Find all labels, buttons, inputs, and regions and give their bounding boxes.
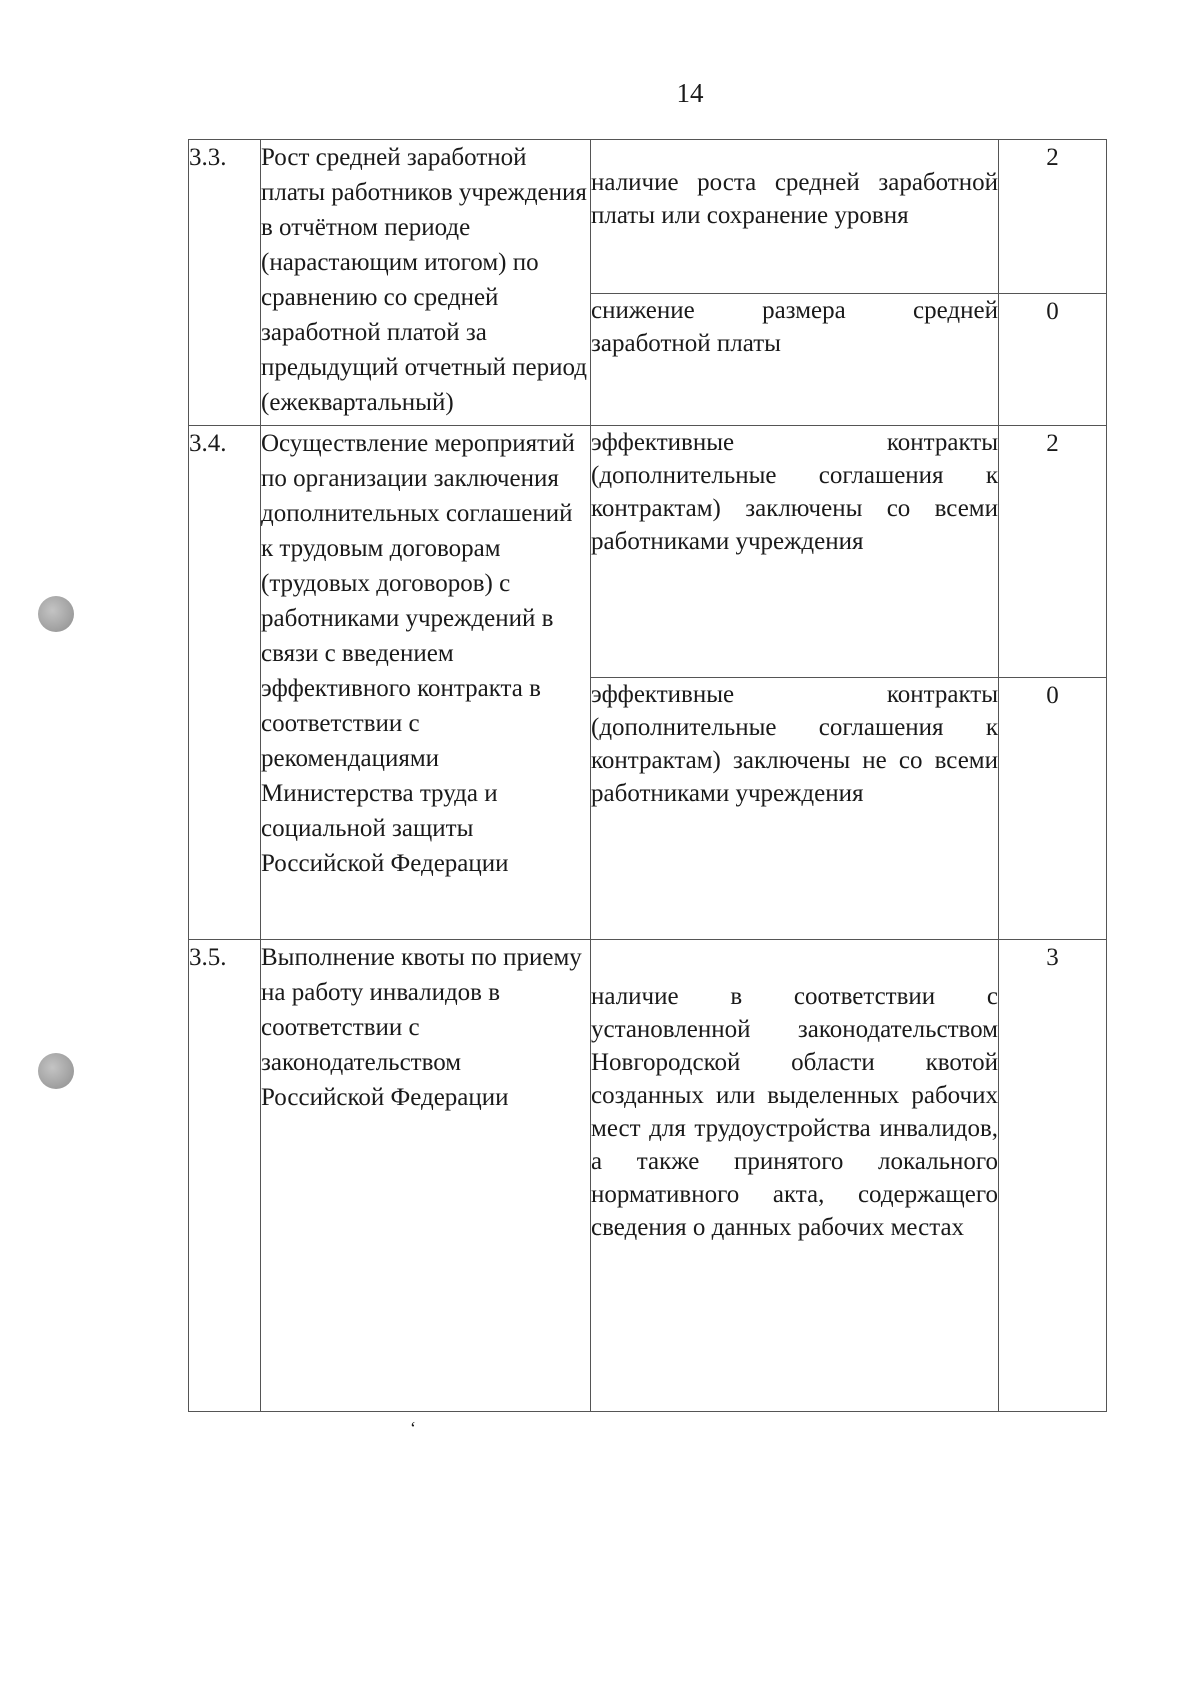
- stray-mark: ‘: [410, 1418, 416, 1438]
- points-value: 2: [999, 140, 1107, 294]
- table-row: [189, 940, 1107, 1412]
- table-row: [189, 426, 1107, 678]
- condition-text: снижение размера средней заработной платы: [591, 294, 999, 426]
- criterion-name: Выполнение квоты по приему на работу инвалидов в соответствии с законодательством Российской Федерации: [261, 940, 591, 1412]
- condition-text: эффективные контракты (дополнительные соглашения к контрактам) заключены не со всеми работниками учреждения: [591, 678, 999, 940]
- criterion-name: Рост средней заработной платы работников учреждения в отчётном периоде (нарастающим итогом) по сравнению со средней заработной платой за предыдущий отчетный период (ежеквартальный): [261, 140, 591, 426]
- page-number: 14: [676, 78, 704, 108]
- points-value: 3: [999, 940, 1107, 1412]
- points-value: 2: [999, 426, 1107, 678]
- row-number: 3.4.: [189, 426, 261, 940]
- condition-text: наличие в соответствии с установленной законодательством Новгородской области квотой созданных или выделенных рабочих мест для трудоустройства инвалидов, а также принятого локального нормативного акта, содержащего сведения о данных рабочих местах: [591, 940, 999, 1412]
- condition-text: наличие роста средней заработной платы или сохранение уровня: [591, 140, 999, 294]
- criterion-name: Осуществление мероприятий по организации заключения дополнительных соглашений к трудовым договорам (трудовых договоров) с работниками учреждений в связи с введением эффективного контракта в соответствии с рекомендациями Министерства труда и социальной защиты Российской Федерации: [261, 426, 591, 940]
- row-number: 3.3.: [189, 140, 261, 426]
- points-value: 0: [999, 678, 1107, 940]
- table-row: [189, 140, 1107, 294]
- criteria-table: [188, 139, 1107, 1412]
- punch-hole: [38, 596, 74, 632]
- condition-text: эффективные контракты (дополнительные соглашения к контрактам) заключены со всеми работниками учреждения: [591, 426, 999, 678]
- row-number: 3.5.: [189, 940, 261, 1412]
- points-value: 0: [999, 294, 1107, 426]
- punch-hole: [38, 1053, 74, 1089]
